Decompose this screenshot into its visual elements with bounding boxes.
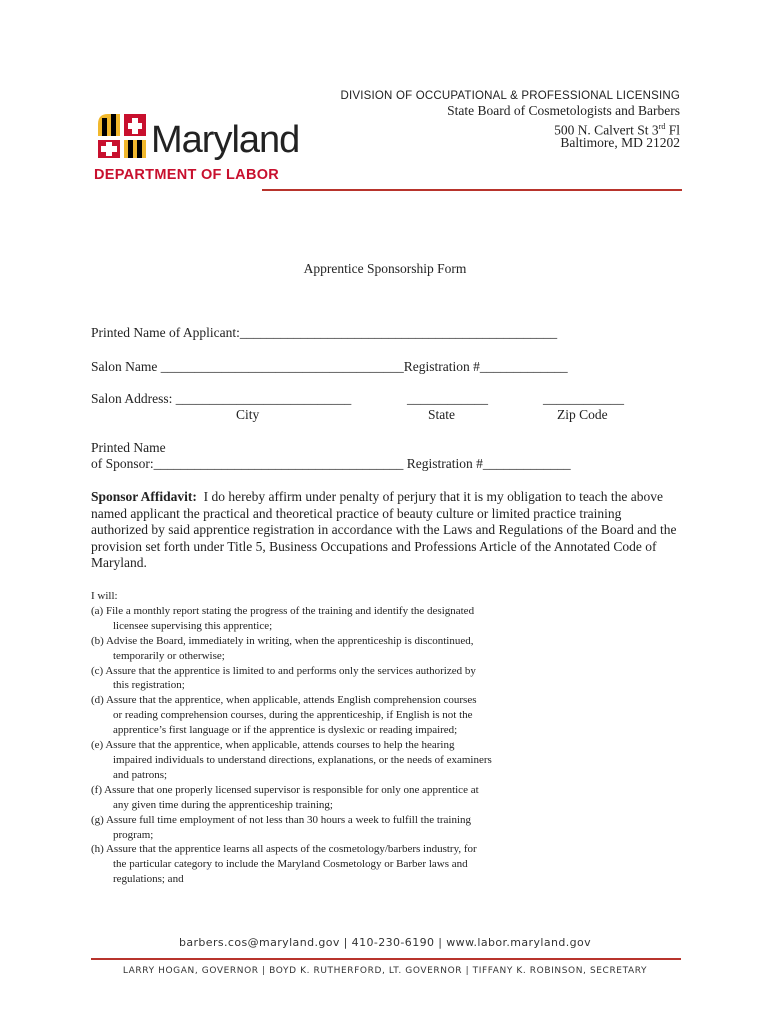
sponsor-affidavit: Sponsor Affidavit: I do hereby affirm under penalty of perjury that it is my obligation to teach the above named applicant the practical and theoretical practice of beauty culture or limited practice training authorized by said apprentice registration in accordance with the Laws and Regulations of the Board and the provision set forth under Title 5, Business Occupations and Professions Article of the Annotated Code of Maryland. (91, 489, 677, 570)
applicant-name-field[interactable]: Printed Name of Applicant:_______________________________________________ (91, 325, 558, 340)
state-label: State (428, 407, 455, 422)
list-item: (b) Advise the Board, immediately in writing, when the apprenticeship is discontinued, (91, 634, 474, 647)
list-item: (g) Assure full time employment of not less than 30 hours a week to fulfill the training (91, 813, 472, 826)
division-heading: DIVISION OF OCCUPATIONAL & PROFESSIONAL LICENSING (340, 90, 680, 102)
header-divider (262, 189, 682, 191)
board-street-address: 500 N. Calvert St 3rd Fl (554, 122, 680, 138)
list-item: (f) Assure that one properly licensed supervisor is responsible for only one apprentice at (91, 783, 479, 796)
maryland-flag-icon (94, 110, 150, 162)
list-item: (a) File a monthly report stating the progress of the training and identify the designated (91, 604, 475, 617)
board-city-address: Baltimore, MD 21202 (560, 135, 680, 150)
footer-contact: barbers.cos@maryland.gov | 410-230-6190 | www.labor.maryland.gov (178, 936, 592, 949)
list-item: (d) Assure that the apprentice, when applicable, attends English comprehension courses (91, 694, 477, 707)
list-item: (c) Assure that the apprentice is limited to and performs only the services authorized by (91, 664, 476, 677)
list-item: (h) Assure that the apprentice learns all aspects of the cosmetology/barbers industry, for (91, 843, 477, 856)
sponsor-name-label: Printed Name (91, 440, 166, 455)
salon-address-field[interactable]: Salon Address: __________________________ (91, 391, 352, 406)
city-label: City (236, 407, 260, 422)
state-field[interactable]: ____________ (407, 391, 488, 406)
board-name: State Board of Cosmetologists and Barbers (447, 103, 680, 118)
salon-name-registration-field[interactable]: Salon Name ____________________________________Registration #_____________ (91, 359, 568, 374)
zip-code-label: Zip Code (557, 407, 608, 422)
maryland-logo (94, 106, 309, 186)
department-of-labor: DEPARTMENT OF LABOR (94, 167, 280, 183)
list-item: (e) Assure that the apprentice, when applicable, attends courses to help the hearing (91, 739, 455, 752)
sponsor-name-registration-field[interactable]: of Sponsor:_____________________________________ Registration #_____________ (91, 456, 571, 471)
list-intro: I will: (91, 590, 118, 602)
footer-divider (91, 958, 681, 960)
footer-officials: LARRY HOGAN, GOVERNOR | BOYD K. RUTHERFORD, LT. GOVERNOR | TIFFANY K. ROBINSON, SECRETARY (122, 966, 648, 976)
affidavit-label: Sponsor Affidavit (91, 489, 193, 504)
affidavit-text: I do hereby affirm under penalty of perjury that it is my obligation to teach the above named applicant the practical and theoretical practice of beauty culture or limited practice training authorized by said apprentice registration in accordance with the Laws and Regulations of the Board and the provision set forth under Title 5, Business Occupations and Professions Article of the Annotated Code of Maryland. (91, 489, 677, 570)
maryland-wordmark: Maryland (151, 119, 300, 161)
form-title: Apprentice Sponsorship Form (303, 261, 467, 276)
zip-code-field[interactable]: ____________ (543, 391, 624, 406)
obligations-list: I will: (a) File a monthly report stating the progress of the training and identify the designated licensee supervising this apprentice; (b) Advise the Board, immediately in writing, when the apprenticeship is discontinued, temporarily or otherwise; (c) Assure that the apprentice is limited to and performs only the services authorized by this registration; (d) Assure that the apprentice, when applicable, attends English comprehension courses or reading comprehension courses, during the apprenticeship, if English is not the apprentice’s first language or if the apprentice is dyslexic or reading impaired; (e) Assure that the apprentice, when applicable, attends courses to help the hearing impaired individuals to understand directions, explanations, or the needs of examiners and patrons; (f) Assure that one properly licensed supervisor is responsible for only one apprentice at any given time during the apprenticeship training; (g) Assure full time employment of not less than 30 hours a week to fulfill the training program; (h) Assure that the apprentice learns all aspects of the cosmetology/barbers industry, for the particular category to include the Maryland Cosmetology or Barber laws and regulations; and (91, 589, 561, 887)
